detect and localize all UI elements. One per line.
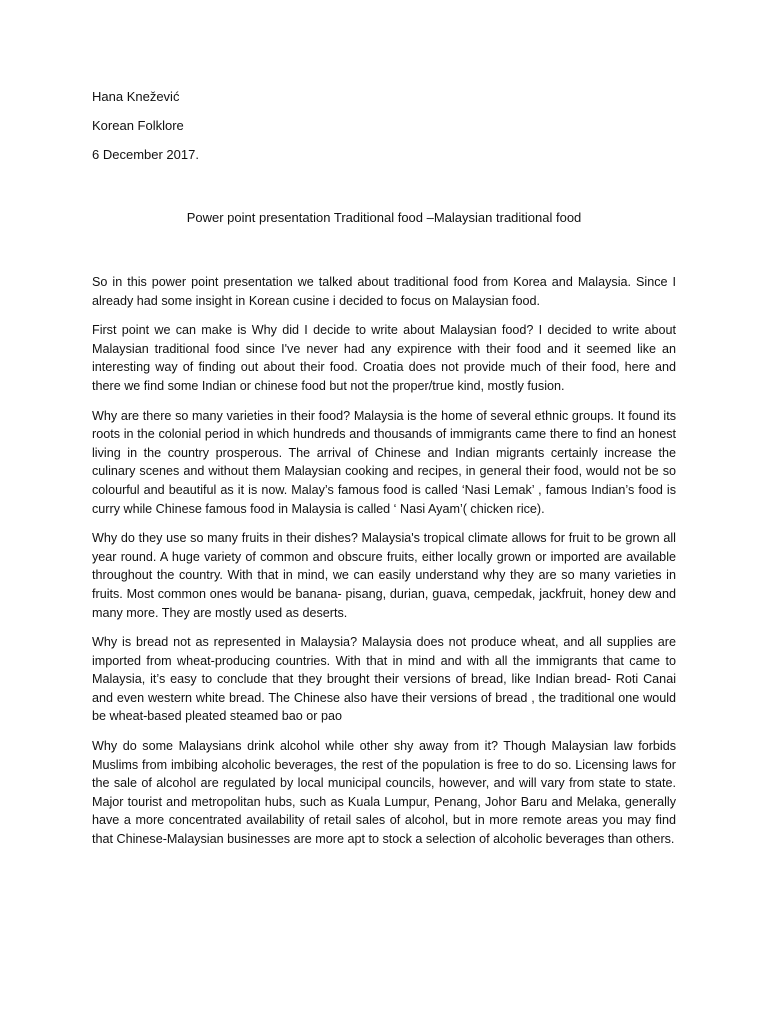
author-name: Hana Knežević [92,89,180,104]
document-date: 6 December 2017. [92,147,199,162]
paragraph-bread: Why is bread not as represented in Malaysia? Malaysia does not produce wheat, and all supplies are imported from wheat-producing countries. With that in mind and with all the immigrants that came to Malaysia, it’s easy to conclude that they brought their versions of bread, like Indian bread- Roti Canai and even western white bread. The Chinese also have their versions of bread , the traditional one would be wheat-based pleated steamed bao or pao [92,635,676,724]
course-name: Korean Folklore [92,118,184,133]
paragraph-why-malaysian: First point we can make is Why did I decide to write about Malaysian food? I decided to write about Malaysian traditional food since I've never had any expirence with their food and it seemed like an interesting way of finding out about their food. Croatia does not provide much of their food, here and there we find some Indian or chinese food but not the proper/true kind, mostly fusion. [92,323,676,393]
document-body [92,273,676,860]
paragraph-alcohol: Why do some Malaysians drink alcohol while other shy away from it? Though Malaysian law forbids Muslims from imbibing alcoholic beverages, the rest of the population is free to do so. Licensing laws for the sale of alcohol are regulated by local municipal councils, however, and will vary from state to state. Major tourist and metropolitan hubs, such as Kuala Lumpur, Penang, Johor Baru and Melaka, generally have a more concentrated availability of retail sales of alcohol, but in more remote areas you may find that Chinese-Malaysian businesses are more apt to stock a selection of alcoholic beverages than others. [92,739,676,847]
paragraph-varieties: Why are there so many varieties in their food? Malaysia is the home of several ethnic groups. It found its roots in the colonial period in which hundreds and thousands of immigrants came there to find an honest living in the country prosperous. The arrival of Chinese and Indian migrants certainly increase the culinary scenes and without them Malaysian cooking and recipes, in general their food, would not be so colourful and beautiful as it is now. Malay’s famous food is called ‘Nasi Lemak’ , famous Indian’s food is curry while Chinese famous food in Malaysia is called ‘ Nasi Ayam’( chicken rice). [92,408,676,516]
paragraph-intro: So in this power point presentation we talked about traditional food from Korea and Malaysia. Since I already had some insight in Korean cusine i decided to focus on Malaysian food. [92,275,676,308]
document-title: Power point presentation Traditional food –Malaysian traditional food [186,210,582,225]
paragraph-fruits: Why do they use so many fruits in their dishes? Malaysia's tropical climate allows for fruit to be grown all year round. A huge variety of common and obscure fruits, either locally grown or imported are available throughout the country. With that in mind, we can easily understand why they are so many varieties in fruits. Most common ones would be banana- pisang, durian, guava, cempedak, jackfruit, honey dew and many more. They are mostly used as deserts. [92,531,676,620]
